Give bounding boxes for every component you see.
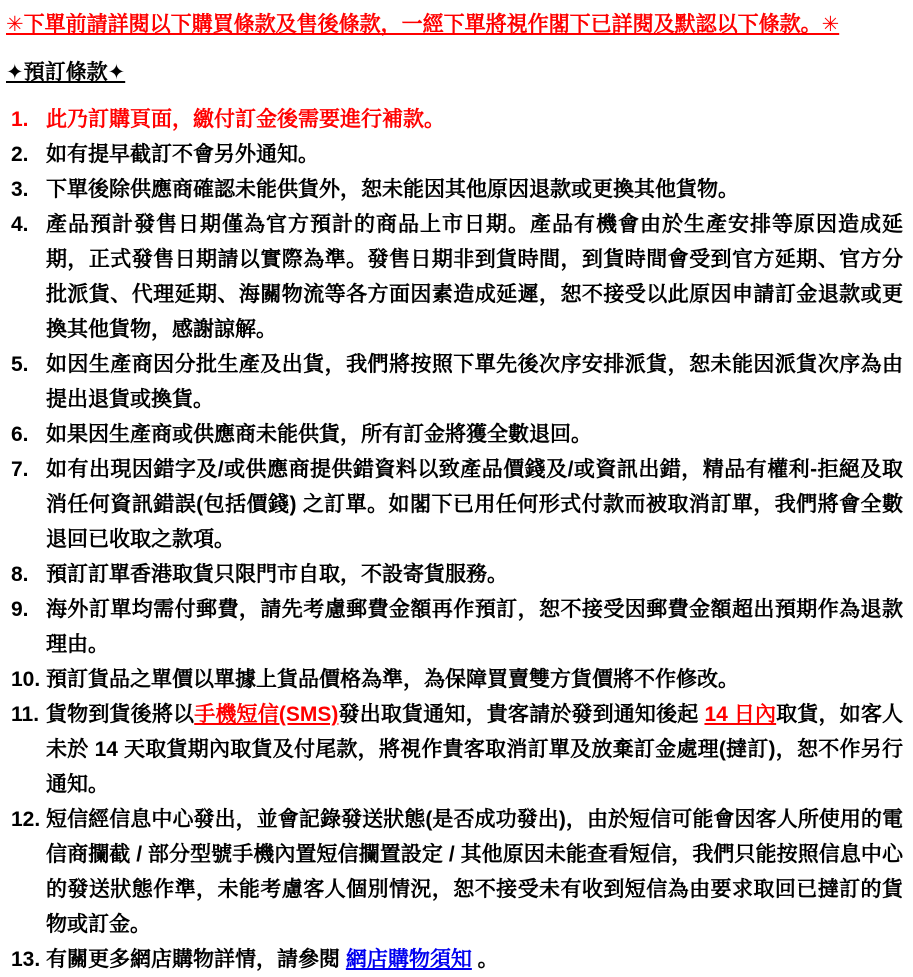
term-text: 此乃訂購頁面，繳付訂金後需要進行補款。 [46,108,445,131]
pre-order-notice: ✳下單前請詳閱以下購買條款及售後條款，一經下單將視作閣下已詳閱及默認以下條款。✳ [6,13,840,36]
term-number: 13. [11,948,41,971]
term-item-5 [6,347,903,417]
term-item-3 [6,172,903,207]
term-text: 海外訂單均需付郵費，請先考慮郵費金額再作預訂，恕不接受因郵費金額超出預期作為退款理由。 [46,598,903,656]
term-number: 9. [11,598,29,621]
term-number: 4. [11,213,29,236]
term-text: 貨物到貨後將以 [46,703,195,726]
term-text: 如因生產商因分批生產及出貨，我們將按照下單先後次序安排派貨，恕未能因派貨次序為由提出退貨或換貨。 [46,353,903,411]
term-number: 10. [11,668,41,691]
term-item-10 [6,662,903,697]
terms-list [6,102,903,977]
term-item-12 [6,802,903,942]
term-number: 7. [11,458,29,481]
term-text: 產品預計發售日期僅為官方預計的商品上市日期。產品有機會由於生產安排等原因造成延期，正式發售日期請以實際為準。發售日期非到貨時間，到貨時間會受到官方延期、官方分批派貨、代理延期、海關物流等各方面因素造成延遲，恕不接受以此原因申請訂金退款或更換其他貨物，感謝諒解。 [46,213,903,341]
section-title-row [6,55,903,90]
shop-guide-link[interactable]: 網店購物須知 [345,948,472,971]
term-text: 如有提早截訂不會另外通知。 [46,143,319,166]
term-text: 如有出現因錯字及/或供應商提供錯資料以致產品價錢及/或資訊出錯，精品有權利-拒絕及取消任何資訊錯誤(包括價錢) 之訂單。如閣下已用任何形式付款而被取消訂單，我們將會全數退回已收取之款項。 [46,458,903,551]
term-item-4 [6,207,903,347]
term-number: 12. [11,808,41,831]
term-item-11 [6,697,903,802]
term-item-9 [6,592,903,662]
term-item-8 [6,557,903,592]
section-title: ✦預訂條款✦ [6,61,126,84]
term-number: 1. [11,108,29,131]
term-number: 2. [11,143,29,166]
term-text: 如果因生產商或供應商未能供貨，所有訂金將獲全數退回。 [46,423,592,446]
term-item-7 [6,452,903,557]
pickup-days-highlight: 14 日內 [704,703,777,726]
term-text: 。 [471,948,499,971]
term-number: 11. [11,703,40,726]
term-text: 有關更多網店購物詳情，請參閱 [46,948,346,971]
term-text: 短信經信息中心發出，並會記錄發送狀態(是否成功發出)，由於短信可能會因客人所使用的電信商攔截 / 部分型號手機內置短信攔置設定 / 其他原因未能查看短信，我們只能按照信息中心的發送狀態作準，未能考慮客人個別情況，恕不接受未有收到短信為由要求取回已撻訂的貨物或訂金。 [46,808,903,936]
term-number: 8. [11,563,29,586]
term-number: 5. [11,353,29,376]
term-number: 6. [11,423,29,446]
term-item-6 [6,417,903,452]
term-number: 3. [11,178,29,201]
term-text: 預訂訂單香港取貨只限門市自取，不設寄貨服務。 [46,563,508,586]
term-text: 預訂貨品之單價以單據上貨品價格為準，為保障買賣雙方貨價將不作修改。 [46,668,739,691]
term-item-2 [6,137,903,172]
term-text: 取貨，如客人未於 14 天取貨期內取貨及付尾款，將視作貴客取消訂單及放棄訂金處理(撻訂)，恕不作另行通知。 [46,703,904,796]
term-text: 發出取貨通知，貴客請於發到通知後起 [338,703,705,726]
term-item-13 [6,942,903,977]
term-item-1 [6,102,903,137]
term-text: 下單後除供應商確認未能供貨外，恕未能因其他原因退款或更換其他貨物。 [46,178,739,201]
sms-highlight: 手機短信(SMS) [194,703,339,726]
